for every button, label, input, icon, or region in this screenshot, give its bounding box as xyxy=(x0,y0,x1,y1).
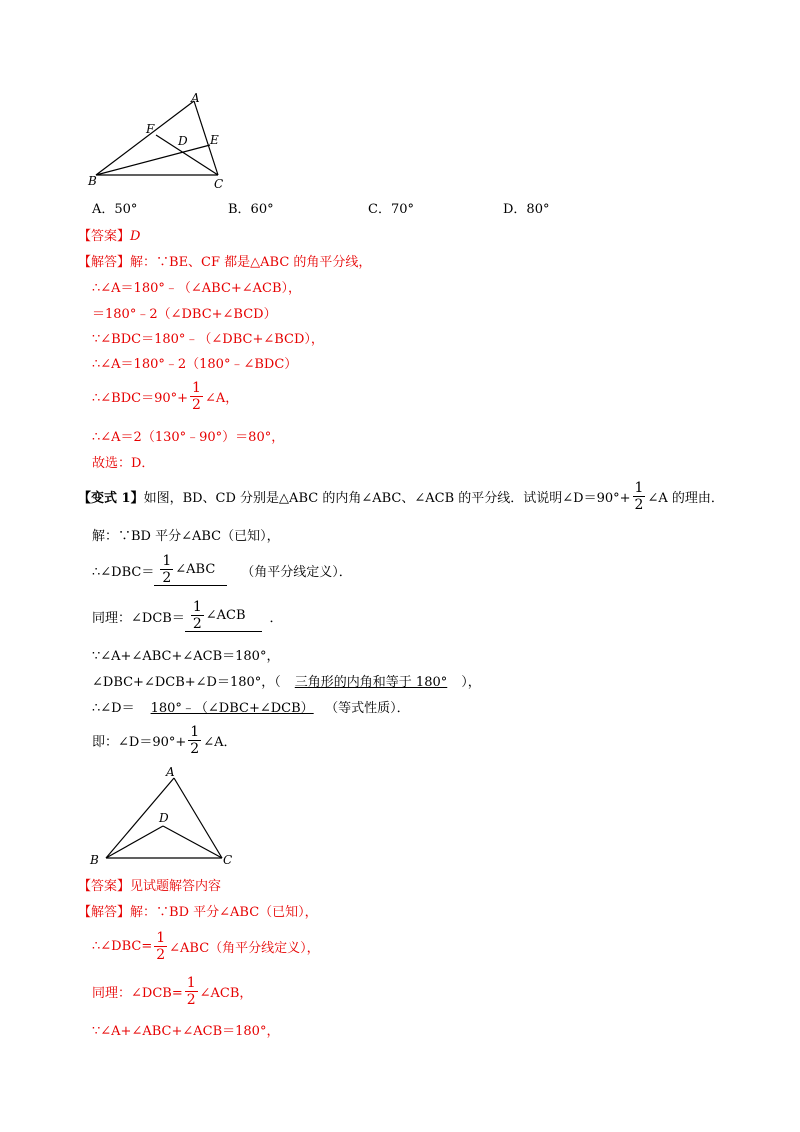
solution-line-4: ∵∠BDC＝180°﹣（∠DBC+∠BCD）， xyxy=(92,332,324,347)
solution2-line-3 xyxy=(92,976,252,1007)
fig1-label-b: B xyxy=(88,174,97,188)
fraction-denominator: 2 xyxy=(192,616,202,632)
fraction-denominator: 2 xyxy=(156,947,166,963)
fraction-half xyxy=(190,381,203,412)
fraction-half xyxy=(160,554,173,585)
fraction-denominator: 2 xyxy=(190,741,200,757)
solution2-text-2b: ∠ABC（角平分线定义）， xyxy=(169,941,320,956)
blank-2 xyxy=(185,600,262,632)
solution-text-6b: ∠A， xyxy=(204,391,239,406)
solution2-line-1 xyxy=(78,901,318,920)
solution2-text-2a: ∴∠DBC= xyxy=(92,939,153,954)
solution-line-7: ∴∠A＝2（130°﹣90°）＝80°， xyxy=(92,430,285,445)
solution-tag: 【解答】 xyxy=(78,905,131,920)
fig2-label-b: B xyxy=(90,853,99,867)
fig1-label-c: C xyxy=(214,177,224,190)
solution-line-1 xyxy=(78,251,371,270)
option-a: A．50° xyxy=(92,202,138,217)
blank-1-value: ∠ABC xyxy=(175,562,216,577)
solution-line-2: ∴∠A＝180°﹣（∠ABC+∠ACB）， xyxy=(92,281,302,296)
work-text-6a: ∴∠D＝ xyxy=(92,701,135,716)
fraction-half xyxy=(191,600,204,631)
work-text-3a: 同理：∠DCB＝ xyxy=(92,610,185,626)
variant-text-a: 如图，BD、CD 分别是△ABC 的内角∠ABC、∠ACB 的平分线．试说明∠D＝90°+ xyxy=(143,491,631,506)
variant-tag: 【变式 1】 xyxy=(78,491,144,506)
answer-line-2 xyxy=(78,875,221,894)
work-line-1: 解：∵BD 平分∠ABC（已知）， xyxy=(92,529,280,544)
fig1-label-d: D xyxy=(178,134,188,148)
option-b: B．60° xyxy=(228,202,274,217)
work-text-3b: ． xyxy=(269,610,283,626)
blank-3: 三角形的内角和等于 180° xyxy=(294,675,448,690)
solution2-text-3a: 同理：∠DCB= xyxy=(92,986,183,1001)
fraction-half xyxy=(154,931,167,962)
work-line-6 xyxy=(92,697,410,716)
work-line-4: ∵∠A+∠ABC+∠ACB＝180°， xyxy=(92,649,280,664)
work-text-5b: ）， xyxy=(461,675,481,690)
variant-question xyxy=(78,481,724,512)
work-line-2 xyxy=(92,554,352,586)
fraction-numerator: 1 xyxy=(192,599,202,615)
fig2-label-d: D xyxy=(159,811,169,825)
solution-line-8: 故选：D． xyxy=(92,456,155,471)
solution2-line-2 xyxy=(92,931,320,962)
triangle-figure-2 xyxy=(86,764,246,870)
fraction-denominator: 2 xyxy=(192,397,201,413)
fraction-numerator: 1 xyxy=(162,553,172,569)
answer-line-1 xyxy=(78,225,140,244)
work-line-3 xyxy=(92,600,283,632)
work-line-7 xyxy=(92,725,236,756)
solution-text-1: 解：∵BE、CF 都是△ABC 的角平分线， xyxy=(130,255,372,270)
option-d: D．80° xyxy=(503,202,550,217)
solution2-text-1: 解：∵BD 平分∠ABC（已知）， xyxy=(130,905,318,920)
solution-line-6 xyxy=(92,381,238,412)
triangle-figure-1 xyxy=(86,92,236,190)
variant-text-b: ∠A 的理由． xyxy=(647,491,724,506)
fig1-label-f: F xyxy=(146,122,155,136)
fraction-denominator: 2 xyxy=(162,570,172,586)
solution2-line-4: ∵∠A+∠ABC+∠ACB＝180°， xyxy=(92,1024,280,1039)
fig1-label-e: E xyxy=(210,133,219,147)
blank-1 xyxy=(154,554,227,586)
fraction-half xyxy=(185,976,198,1007)
solution2-text-3b: ∠ACB， xyxy=(199,986,253,1001)
work-text-6b: （等式性质）． xyxy=(331,701,410,716)
option-c: C．70° xyxy=(368,202,414,217)
work-text-5a: ∠DBC+∠DCB+∠D＝180°，（ xyxy=(92,675,281,690)
fraction-numerator: 1 xyxy=(156,930,166,946)
blank-4: 180°﹣（∠DBC+∠DCB） xyxy=(150,701,314,716)
work-line-5 xyxy=(92,671,481,690)
fig2-label-c: C xyxy=(223,853,233,867)
solution-tag: 【解答】 xyxy=(78,255,131,270)
fraction-numerator: 1 xyxy=(190,724,200,740)
fraction-half xyxy=(188,725,201,756)
fraction-denominator: 2 xyxy=(634,497,644,513)
work-text-2b: （角平分线定义）． xyxy=(241,564,352,580)
fraction-denominator: 2 xyxy=(186,992,196,1008)
fraction-numerator: 1 xyxy=(186,975,196,991)
fig1-label-a: A xyxy=(191,92,200,105)
answer-value: 见试题解答内容 xyxy=(130,879,222,894)
fraction-numerator: 1 xyxy=(192,380,201,396)
answer-tag: 【答案】 xyxy=(78,229,131,244)
work-text-7a: 即：∠D＝90°+ xyxy=(92,735,187,750)
answer-tag: 【答案】 xyxy=(78,879,131,894)
fig2-label-a: A xyxy=(166,765,175,779)
fraction-half xyxy=(633,481,646,512)
answer-value: D xyxy=(130,229,141,244)
fraction-numerator: 1 xyxy=(634,480,644,496)
work-text-7b: ∠A． xyxy=(203,735,237,750)
blank-2-value: ∠ACB xyxy=(205,608,246,623)
solution-text-6a: ∴∠BDC＝90°+ xyxy=(92,391,189,406)
solution-line-3: ＝180°﹣2（∠DBC+∠BCD） xyxy=(92,307,277,322)
solution-line-5: ∴∠A＝180°﹣2（180°﹣∠BDC） xyxy=(92,357,298,372)
work-text-2a: ∴∠DBC＝ xyxy=(92,564,155,580)
